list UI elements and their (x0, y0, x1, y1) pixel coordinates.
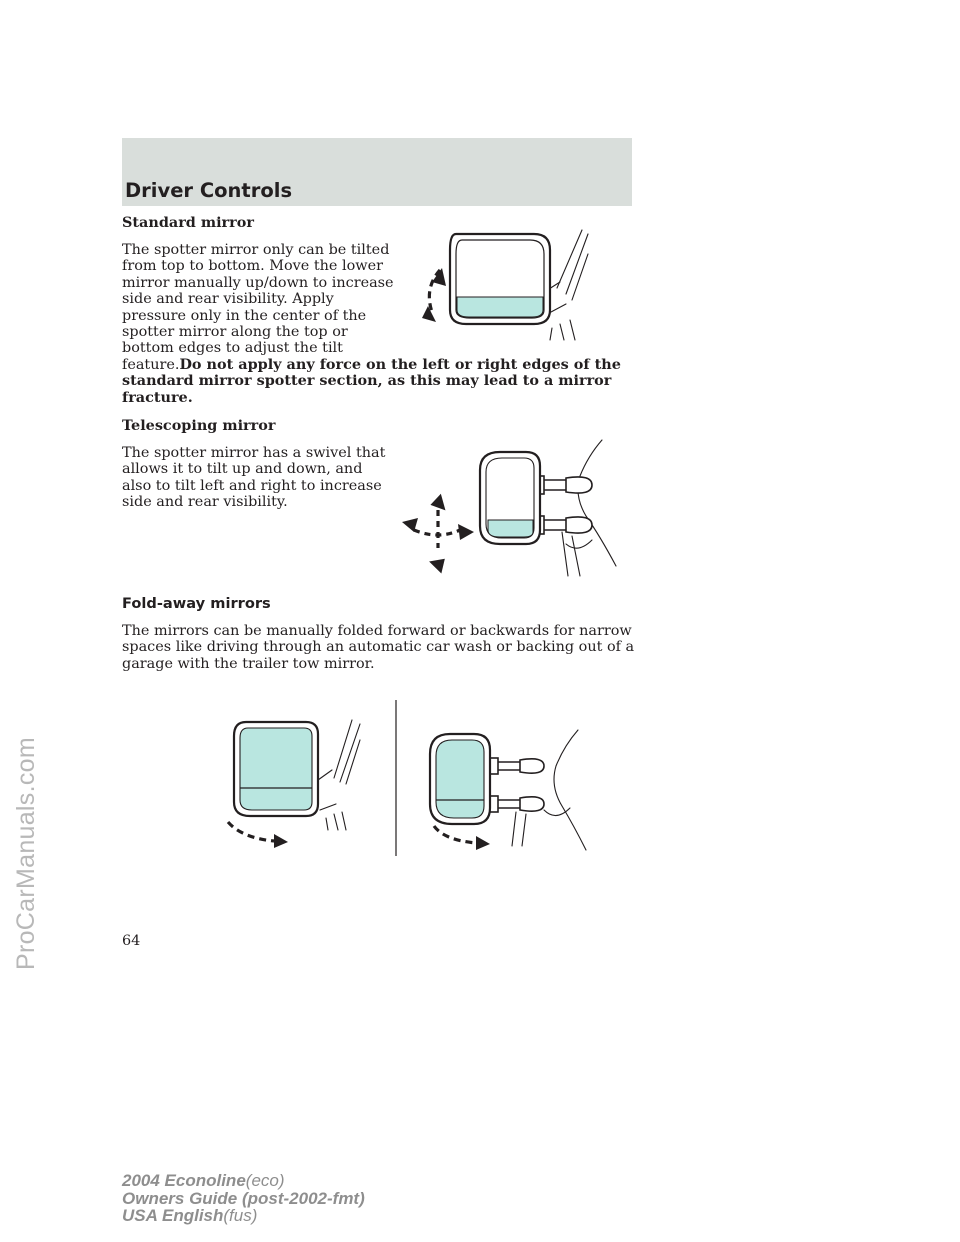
telescoping-mirror-heading: Telescoping mirror (122, 417, 276, 434)
text-line: spaces like driving through an automatic car wash or backing out of a (122, 639, 635, 656)
page-number: 64 (122, 933, 141, 949)
warning-line: standard mirror spotter section, as this may lead to a mirror (122, 372, 612, 390)
standard-mirror-heading: Standard mirror (122, 214, 254, 231)
footer-guide: Owners Guide (post-2002-fmt) (122, 1188, 365, 1208)
text-line: spotter mirror along the top or (122, 324, 348, 341)
footer-language: USA English (122, 1206, 224, 1225)
footer-model-code: (eco) (245, 1171, 285, 1190)
text-line: side and rear visibility. Apply (122, 291, 334, 308)
text-line: mirror manually up/down to increase (122, 274, 394, 291)
text-line: garage with the trailer tow mirror. (122, 655, 375, 672)
standard-mirror-warning (122, 357, 621, 406)
warning-text: Do not apply any force on the left or right edges of the (179, 356, 621, 373)
text-line: The spotter mirror only can be tilted (122, 242, 390, 258)
warning-line: fracture. (122, 388, 193, 406)
watermark: ProCarManuals.com (12, 737, 40, 970)
text-line: pressure only in the center of the (122, 307, 367, 324)
document-footer (122, 1172, 365, 1225)
telescoping-mirror-illustration (396, 436, 628, 586)
text-line: side and rear visibility. (122, 494, 288, 511)
text-line: bottom edges to adjust the tilt (122, 340, 343, 357)
text-line: from top to bottom. Move the lower (122, 258, 383, 275)
standard-mirror-body (122, 242, 394, 357)
text-line: allows it to tilt up and down, and (122, 461, 363, 478)
foldaway-mirrors-heading: Fold-away mirrors (122, 595, 271, 612)
text-line: also to tilt left and right to increase (122, 477, 382, 494)
text-line: The spotter mirror has a swivel that (122, 445, 386, 461)
text-line-start: feature. (122, 357, 180, 373)
section-header (122, 138, 632, 206)
foldaway-mirrors-body (122, 623, 634, 672)
foldaway-mirrors-illustration (222, 700, 592, 858)
standard-mirror-illustration (410, 224, 600, 344)
text-line: The mirrors can be manually folded forward or backwards for narrow (122, 623, 632, 639)
section-title: Driver Controls (125, 179, 293, 202)
telescoping-mirror-body (122, 445, 385, 511)
footer-language-code: (fus) (223, 1206, 258, 1225)
footer-model: 2004 Econoline (122, 1171, 246, 1190)
